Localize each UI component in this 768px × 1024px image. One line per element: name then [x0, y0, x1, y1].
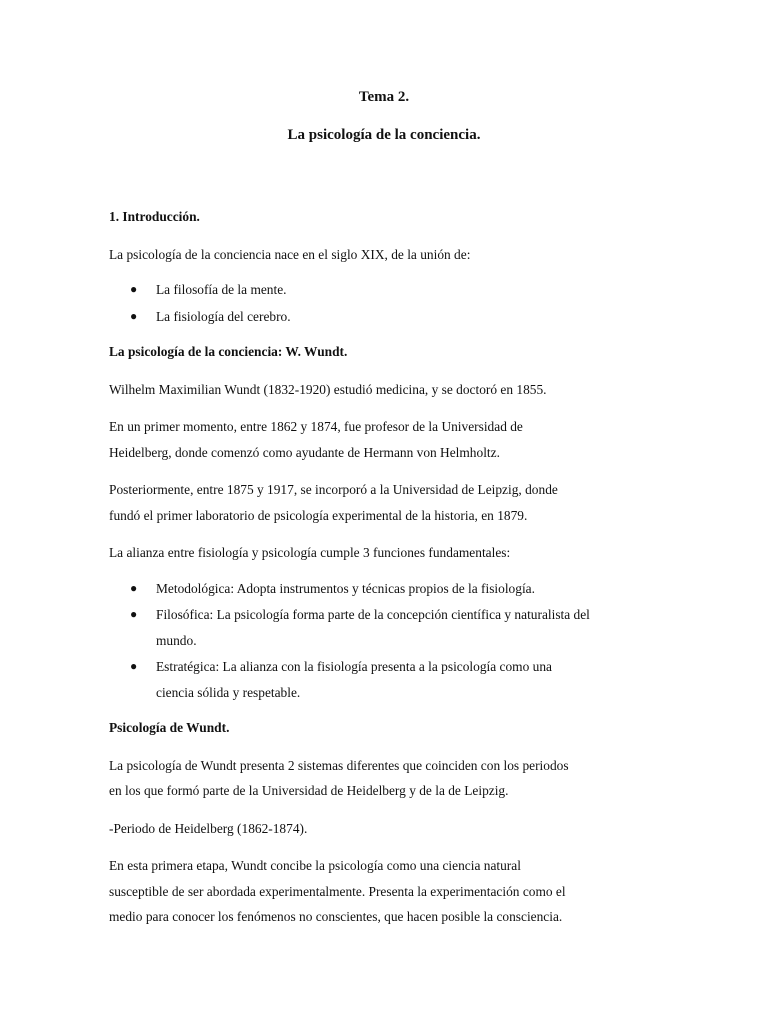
list-item-text: La fisiología del cerebro. — [156, 308, 291, 324]
text-line: Heidelberg, donde comenzó como ayudante de Hermann von Helmholtz. — [109, 444, 500, 460]
text-line: medio para conocer los fenómenos no conscientes, que hacen posible la consciencia. — [109, 909, 563, 924]
list-item — [109, 654, 661, 705]
text-line: En un primer momento, entre 1862 y 1874, fue profesor de la Universidad de — [109, 419, 523, 434]
list-item-text: Filosófica: La psicología forma parte de la concepción científica y naturalista del — [156, 607, 590, 622]
paragraph-alianza: La alianza entre fisiología y psicología cumple 3 funciones fundamentales: — [109, 545, 511, 560]
paragraph-leipzig — [109, 477, 661, 528]
document-title: Tema 2. — [358, 89, 410, 105]
paragraph-wundt-bio: Wilhelm Maximilian Wundt (1832-1920) estudió medicina, y se doctoró en 1855. — [109, 381, 547, 397]
paragraph-primera-etapa — [109, 853, 661, 930]
section-heading-wundt: La psicología de la conciencia: W. Wundt. — [109, 344, 348, 359]
list-item — [109, 602, 661, 653]
list-item-text: Estratégica: La alianza con la fisiología presenta a la psicología como una — [156, 659, 552, 674]
text-line: susceptible de ser abordada experimentalmente. Presenta la experimentación como el — [109, 883, 566, 899]
list-item — [109, 576, 661, 602]
paragraph-heidelberg — [109, 414, 661, 465]
text-line: en los que formó parte de la Universidad de Heidelberg y de la de Leipzig. — [109, 783, 509, 798]
bullet-list-origins — [109, 277, 661, 329]
text-line: La psicología de Wundt presenta 2 sistemas diferentes que coinciden con los periodos — [109, 757, 569, 773]
bullet-icon: ● — [130, 308, 138, 323]
section-heading-introduccion: 1. Introducción. — [109, 209, 200, 224]
paragraph-intro: La psicología de la conciencia nace en el siglo XIX, de la unión de: — [109, 246, 471, 262]
list-item-text: mundo. — [156, 632, 197, 648]
bullet-list-funciones — [109, 576, 661, 706]
list-item-text: La filosofía de la mente. — [156, 282, 287, 297]
list-item-text: Metodológica: Adopta instrumentos y técnicas propios de la fisiología. — [156, 580, 535, 596]
document-subtitle: La psicología de la conciencia. — [287, 127, 481, 143]
text-line: fundó el primer laboratorio de psicología experimental de la historia, en 1879. — [109, 507, 528, 523]
bullet-icon: ● — [130, 659, 138, 673]
bullet-icon: ● — [130, 607, 138, 621]
text-line: Posteriormente, entre 1875 y 1917, se incorporó a la Universidad de Leipzig, donde — [109, 482, 558, 497]
list-item — [109, 304, 661, 330]
paragraph-periodo-heidelberg: -Periodo de Heidelberg (1862-1874). — [109, 820, 308, 836]
section-heading-psicologia-wundt: Psicología de Wundt. — [109, 720, 230, 735]
text-line: En esta primera etapa, Wundt concibe la psicología como una ciencia natural — [109, 858, 521, 873]
paragraph-sistemas — [109, 753, 661, 804]
list-item — [109, 277, 661, 303]
document-body — [109, 204, 661, 942]
list-item-text: ciencia sólida y respetable. — [156, 684, 301, 700]
bullet-icon: ● — [130, 580, 138, 595]
bullet-icon: ● — [130, 282, 138, 296]
